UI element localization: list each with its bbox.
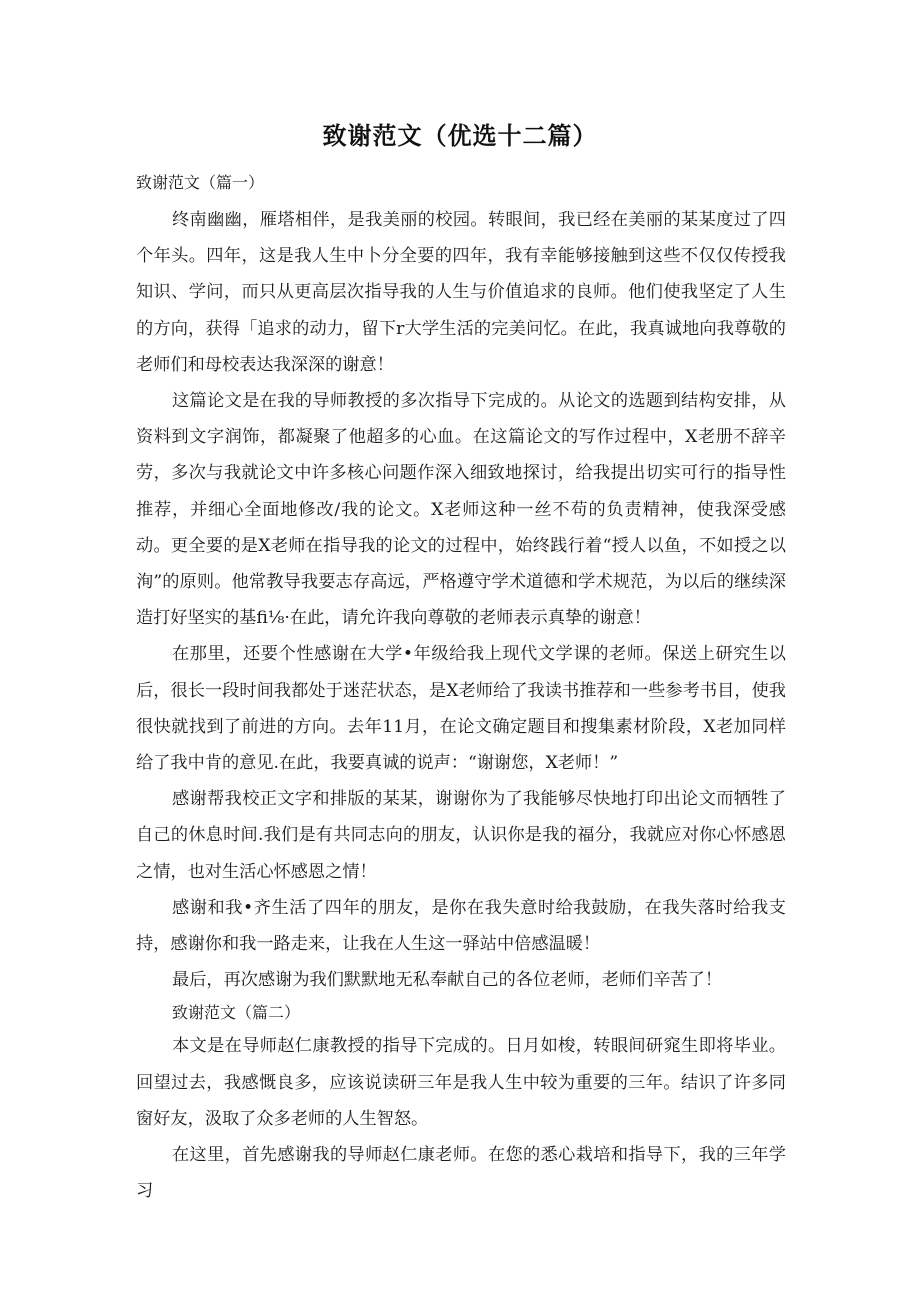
paragraph: 在这里，首先感谢我的导师赵仁康老师。在您的悉心栽培和指导下，我的三年学习 xyxy=(136,1145,786,1202)
paragraph: 本文是在导师赵仁康教授的指导下完成的。日月如梭，转眼间研窕生即将毕业。回望过去，我感慨良多，应该说读研三年是我人生中较为重要的三年。结识了许多同窗好友，汲取了众多老师的人生智怒。 xyxy=(136,1036,786,1129)
section-heading-1: 致谢范文（篇一） xyxy=(136,173,265,192)
paragraph: 终南幽幽，雁塔相伴，是我美丽的校园。转眼间，我已经在美丽的某某度过了四个年头。四年，这是我人生中卜分全要的四年，我有幸能够接触到这些不仅仅传授我知识、学问，而只从更高层次指导我的人生与价值追求的良师。他们使我坚定了人生的方向，获得「追求的动力，留下r大学生活的完美问忆。在此，我真诚地向我尊敬的老师们和母校表达我深深的谢意！ xyxy=(136,210,786,375)
section-heading-2: 致谢范文（篇二） xyxy=(172,1003,301,1023)
paragraph: 这篇论文是在我的导师教授的多次指导下完成的。从论文的选题到结构安排，从资料到文字润饰，都凝聚了他超多的心血。在这篇论文的写作过程中，X老册不辞辛劳，多次与我就论文中许多核心问题作深入细致地探讨，给我提出切实可行的指导性推荐，并细心全面地修改/我的论文。X老师这种一丝不苟的负责精神，使我深受感动。更全要的是X老师在指导我的论文的过程中，始终践行着“授人以鱼，不如授之以洵”的原则。他常教导我要志存高远，严格遵守学术道德和学术规范，为以后的继续深造打好坚实的基fi⅛·在此，请允许我向尊敬的老师表示真挚的谢意！ xyxy=(136,391,786,629)
paragraph: 在那里，还要个性感谢在大学•年级给我上现代文学课的老师。保送上研究生以后，很长一段时间我都处于迷茫状态，是X老师给了我读书推荐和一些参考书目，使我很快就找到了前进的方向。去年11月，在论文确定题目和搜集素材阶段，X老加同样给了我中肯的意见.在此，我要真诚的说声：“谢谢您，X老师！” xyxy=(136,644,786,774)
document-body xyxy=(136,168,786,1209)
document-title: 致谢范文（优选十二篇） xyxy=(322,122,598,150)
paragraph: 感谢和我•齐生活了四年的朋友，是你在我失意时给我鼓励，在我失落时给我支持，感谢你和我一路走来，让我在人生这一驿站中倍感温暖！ xyxy=(136,897,786,955)
paragraph: 感谢帮我校正文字和排版的某某，谢谢你为了我能够尽快地打印出论文而牺牲了自己的休息时间.我们是有共同志向的朋友，认识你是我的福分，我就应对你心怀感恩之情，也对生活心怀感恩之情！ xyxy=(136,789,786,882)
paragraph: 最后，再次感谢为我们默默地无私奉献自己的各位老师，老师们辛苦了！ xyxy=(172,970,723,991)
